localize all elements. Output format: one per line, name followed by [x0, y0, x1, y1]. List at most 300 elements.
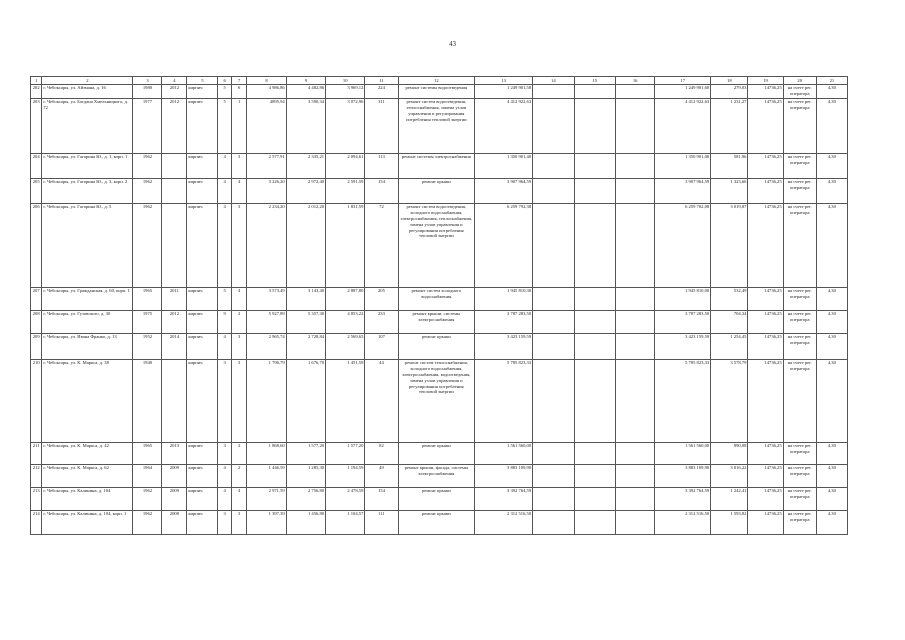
year-built-cell: 1962: [133, 154, 162, 179]
total-area-cell: 1 796,79: [247, 360, 286, 443]
cost-local-cell: [615, 99, 654, 154]
wall-material-cell: кирпич: [187, 204, 218, 288]
repair-works-cell: ремонт крыши: [398, 443, 475, 465]
wall-material-cell: кирпич: [187, 288, 218, 311]
max-cost-per-sqm-cell: 14736,25: [748, 204, 783, 288]
contribution-rate-cell: 4,30: [816, 154, 847, 179]
contribution-rate-cell: 4,30: [816, 465, 847, 488]
total-area-cell: 2 971,59: [247, 488, 286, 511]
cost-local-cell: [615, 511, 654, 535]
row-number-cell: 203: [31, 99, 42, 154]
cost-regional-cell: [574, 154, 615, 179]
residential-area-cell: 1 577,20: [286, 443, 325, 465]
fund-method-cell: на счете рег. оператора: [783, 465, 816, 488]
residential-area-cell: 2 012,20: [286, 204, 325, 288]
year-last-repair-cell: 2014: [162, 334, 187, 360]
row-number-cell: 202: [31, 85, 42, 99]
contribution-rate-cell: 4,30: [816, 179, 847, 204]
max-cost-per-sqm-cell: 14736,25: [748, 488, 783, 511]
year-built-cell: 1965: [133, 443, 162, 465]
residential-owned-area-cell: 1 831,59: [326, 204, 365, 288]
total-cost-cell: 1 249 901,58: [475, 85, 533, 99]
row-number-cell: 213: [31, 488, 42, 511]
residents-cell: 82: [365, 443, 398, 465]
column-header: 10: [326, 77, 365, 85]
fund-method-cell: на счете рег. оператора: [783, 179, 816, 204]
cost-per-sqm-cell: 1 254,45: [711, 334, 748, 360]
cost-local-cell: [615, 334, 654, 360]
year-last-repair-cell: [162, 360, 187, 443]
column-header: 7: [231, 77, 247, 85]
max-cost-per-sqm-cell: 14736,25: [748, 443, 783, 465]
contribution-rate-cell: 4,30: [816, 288, 847, 311]
contribution-rate-cell: 4,30: [816, 360, 847, 443]
address-cell: г. Чебоксары, ул. Гражданская, д. 60, корп. 1: [42, 288, 133, 311]
total-area-cell: 2 965,74: [247, 334, 286, 360]
residents-cell: 113: [365, 154, 398, 179]
total-area-cell: 2 234,20: [247, 204, 286, 288]
residents-cell: 205: [365, 288, 398, 311]
column-header: 15: [574, 77, 615, 85]
cost-federal-cell: [533, 334, 574, 360]
year-built-cell: 1962: [133, 488, 162, 511]
column-header: 2: [42, 77, 133, 85]
cost-federal-cell: [533, 154, 574, 179]
year-last-repair-cell: [162, 154, 187, 179]
year-built-cell: 1964: [133, 465, 162, 488]
repair-works-cell: ремонт системы электроснабжения: [398, 154, 475, 179]
row-number-cell: 214: [31, 511, 42, 535]
column-header: 9: [286, 77, 325, 85]
cost-regional-cell: [574, 465, 615, 488]
contribution-rate-cell: 4,30: [816, 311, 847, 334]
total-area-cell: 1 397,39: [247, 511, 286, 535]
repair-works-cell: ремонт крыши, фасада, системы электроснабжения: [398, 465, 475, 488]
cost-local-cell: [615, 288, 654, 311]
max-cost-per-sqm-cell: 14736,25: [748, 85, 783, 99]
cost-federal-cell: [533, 179, 574, 204]
row-number-cell: 209: [31, 334, 42, 360]
residential-owned-area-cell: 2 591,59: [326, 179, 365, 204]
total-cost-cell: 1 945 810,30: [475, 288, 533, 311]
repair-works-cell: ремонт системы водоотведения: [398, 85, 475, 99]
cost-owners-cell: 1 561 560,00: [655, 443, 711, 465]
entrances-cell: 3: [231, 360, 247, 443]
repair-works-cell: ремонт крыши, системы электроснабжения: [398, 311, 475, 334]
table-row: [31, 443, 848, 465]
table-row: [31, 288, 848, 311]
floors-cell: 3: [218, 443, 231, 465]
cost-per-sqm-cell: 3 016,22: [711, 465, 748, 488]
total-area-cell: 3 226,20: [247, 179, 286, 204]
column-header: 6: [218, 77, 231, 85]
entrances-cell: 3: [231, 204, 247, 288]
table-row: [31, 179, 848, 204]
entrances-cell: 3: [231, 334, 247, 360]
wall-material-cell: кирпич: [187, 334, 218, 360]
fund-method-cell: на счете рег. оператора: [783, 488, 816, 511]
total-area-cell: 1 868,60: [247, 443, 286, 465]
cost-federal-cell: [533, 488, 574, 511]
floors-cell: 5: [218, 99, 231, 154]
row-number-cell: 205: [31, 179, 42, 204]
max-cost-per-sqm-cell: 14736,25: [748, 334, 783, 360]
entrances-cell: 2: [231, 443, 247, 465]
total-cost-cell: 4 412 922,63: [475, 99, 533, 154]
residential-owned-area-cell: 2 887,80: [326, 288, 365, 311]
header-row: [31, 77, 848, 85]
table-row: [31, 99, 848, 154]
max-cost-per-sqm-cell: 14736,25: [748, 288, 783, 311]
cost-owners-cell: 3 423 159,59: [655, 334, 711, 360]
year-built-cell: 1962: [133, 204, 162, 288]
column-header: 5: [187, 77, 218, 85]
cost-local-cell: [615, 179, 654, 204]
table-row: [31, 511, 848, 535]
floors-cell: 4: [218, 488, 231, 511]
entrances-cell: 3: [231, 154, 247, 179]
repair-works-cell: ремонт крыши: [398, 511, 475, 535]
entrances-cell: 4: [231, 288, 247, 311]
cost-owners-cell: 1 945 810,00: [655, 288, 711, 311]
year-built-cell: 1962: [133, 179, 162, 204]
cost-owners-cell: 3 787 283,50: [655, 311, 711, 334]
table-row: [31, 204, 848, 288]
cost-owners-cell: 2 312 516,50: [655, 511, 711, 535]
cost-regional-cell: [574, 204, 615, 288]
cost-owners-cell: 1 350 901,00: [655, 154, 711, 179]
column-header: 18: [711, 77, 748, 85]
entrances-cell: 4: [231, 488, 247, 511]
residential-area-cell: 3 590,34: [286, 99, 325, 154]
total-cost-cell: 3 787 283,50: [475, 311, 533, 334]
cost-regional-cell: [574, 488, 615, 511]
total-area-cell: 5 927,89: [247, 311, 286, 334]
cost-per-sqm-cell: 1 231,27: [711, 99, 748, 154]
fund-method-cell: на счете рег. оператора: [783, 443, 816, 465]
table-row: [31, 360, 848, 443]
column-header: 13: [475, 77, 533, 85]
table-row: [31, 488, 848, 511]
column-header: 11: [365, 77, 398, 85]
address-cell: г. Чебоксары, ул. К. Маркса, д. 62: [42, 465, 133, 488]
residents-cell: 44: [365, 360, 398, 443]
entrances-cell: 2: [231, 311, 247, 334]
cost-owners-cell: 3 883 109,90: [655, 465, 711, 488]
year-last-repair-cell: 2009: [162, 488, 187, 511]
cost-owners-cell: 3 392 764,59: [655, 488, 711, 511]
residents-cell: 154: [365, 488, 398, 511]
floors-cell: 4: [218, 204, 231, 288]
residential-owned-area-cell: 1 577,20: [326, 443, 365, 465]
residents-cell: 107: [365, 334, 398, 360]
wall-material-cell: кирпич: [187, 488, 218, 511]
max-cost-per-sqm-cell: 14736,25: [748, 511, 783, 535]
residential-area-cell: 2 335,21: [286, 154, 325, 179]
cost-federal-cell: [533, 99, 574, 154]
address-cell: г. Чебоксары, ул. Гагарина Ю., д. 1, корп. 1: [42, 154, 133, 179]
residential-owned-area-cell: 2 094,61: [326, 154, 365, 179]
address-cell: г. Чебоксары, ул. Гагарина Ю., д. 5: [42, 204, 133, 288]
contribution-rate-cell: 4,30: [816, 204, 847, 288]
residents-cell: 49: [365, 465, 398, 488]
total-cost-cell: 6 259 792,38: [475, 204, 533, 288]
year-last-repair-cell: 2012: [162, 311, 187, 334]
entrances-cell: 4: [231, 179, 247, 204]
row-number-cell: 212: [31, 465, 42, 488]
cost-federal-cell: [533, 360, 574, 443]
residential-owned-area-cell: 2 569,65: [326, 334, 365, 360]
contribution-rate-cell: 4,30: [816, 488, 847, 511]
address-cell: г. Чебоксары, ул. Богдана Хмельницкого, д. 72: [42, 99, 133, 154]
total-cost-cell: 2 312 516,50: [475, 511, 533, 535]
contribution-rate-cell: 4,30: [816, 443, 847, 465]
total-area-cell: 1 446,59: [247, 465, 286, 488]
floors-cell: 9: [218, 311, 231, 334]
total-cost-cell: 3 907 964,59: [475, 179, 533, 204]
residential-area-cell: 1 456,80: [286, 511, 325, 535]
table-row: [31, 334, 848, 360]
cost-local-cell: [615, 360, 654, 443]
fund-method-cell: на счете рег. оператора: [783, 204, 816, 288]
fund-method-cell: на счете рег. оператора: [783, 334, 816, 360]
repair-works-cell: ремонт крыши: [398, 179, 475, 204]
cost-per-sqm-cell: 1 323,66: [711, 179, 748, 204]
fund-method-cell: на счете рег. оператора: [783, 511, 816, 535]
year-last-repair-cell: 2011: [162, 288, 187, 311]
table-row: [31, 311, 848, 334]
column-header: 12: [398, 77, 475, 85]
year-built-cell: 1975: [133, 311, 162, 334]
cost-owners-cell: 3 907 964,59: [655, 179, 711, 204]
address-cell: г. Чебоксары, ул. Калинина, д. 104, корп. 1: [42, 511, 133, 535]
year-built-cell: 1952: [133, 334, 162, 360]
residential-owned-area-cell: 4 853,22: [326, 311, 365, 334]
cost-regional-cell: [574, 334, 615, 360]
residents-cell: 154: [365, 179, 398, 204]
cost-regional-cell: [574, 311, 615, 334]
total-area-cell: 4895,94: [247, 99, 286, 154]
wall-material-cell: кирпич: [187, 311, 218, 334]
wall-material-cell: кирпич: [187, 360, 218, 443]
fund-method-cell: на счете рег. оператора: [783, 360, 816, 443]
cost-per-sqm-cell: 532,49: [711, 288, 748, 311]
floors-cell: 4: [218, 465, 231, 488]
cost-per-sqm-cell: 990,08: [711, 443, 748, 465]
residential-area-cell: 3 143,40: [286, 288, 325, 311]
cost-per-sqm-cell: 1 242,41: [711, 488, 748, 511]
floors-cell: 5: [218, 288, 231, 311]
entrances-cell: 2: [231, 465, 247, 488]
cost-owners-cell: 5 785 823,33: [655, 360, 711, 443]
floors-cell: 4: [218, 334, 231, 360]
residential-area-cell: 2 728,84: [286, 334, 325, 360]
cost-per-sqm-cell: 3 578,79: [711, 360, 748, 443]
contribution-rate-cell: 4,30: [816, 99, 847, 154]
entrances-cell: 6: [231, 85, 247, 99]
total-area-cell: 2 577,91: [247, 154, 286, 179]
cost-local-cell: [615, 465, 654, 488]
residential-owned-area-cell: 2 478,59: [326, 488, 365, 511]
address-cell: г. Чебоксары, ул. Гузовского, д. 30: [42, 311, 133, 334]
fund-method-cell: на счете рег. оператора: [783, 154, 816, 179]
residential-owned-area-cell: 1 194,59: [326, 465, 365, 488]
repair-works-cell: ремонт систем водоотведения, теплоснабжения, замена узлов управления и регулирования потребления тепловой энергии: [398, 99, 475, 154]
contribution-rate-cell: 4,30: [816, 511, 847, 535]
residents-cell: 72: [365, 204, 398, 288]
contribution-rate-cell: 4,30: [816, 85, 847, 99]
row-number-cell: 211: [31, 443, 42, 465]
cost-regional-cell: [574, 511, 615, 535]
cost-regional-cell: [574, 443, 615, 465]
cost-per-sqm-cell: 581,96: [711, 154, 748, 179]
cost-per-sqm-cell: 279,03: [711, 85, 748, 99]
address-cell: г. Чебоксары, ул. Айзмана, д. 16: [42, 85, 133, 99]
column-header: 17: [655, 77, 711, 85]
residents-cell: 224: [365, 85, 398, 99]
cost-owners-cell: 1 249 901,60: [655, 85, 711, 99]
entrances-cell: 3: [231, 511, 247, 535]
residential-area-cell: 5 357,30: [286, 311, 325, 334]
address-cell: г. Чебоксары, ул. К. Маркса, д. 42: [42, 443, 133, 465]
year-last-repair-cell: 2009: [162, 465, 187, 488]
fund-method-cell: на счете рег. оператора: [783, 99, 816, 154]
cost-local-cell: [615, 154, 654, 179]
wall-material-cell: кирпич: [187, 511, 218, 535]
cost-federal-cell: [533, 311, 574, 334]
floors-cell: 5: [218, 85, 231, 99]
max-cost-per-sqm-cell: 14736,25: [748, 154, 783, 179]
column-header: 8: [247, 77, 286, 85]
max-cost-per-sqm-cell: 14736,25: [748, 465, 783, 488]
cost-owners-cell: 4 412 922,63: [655, 99, 711, 154]
table-row: [31, 154, 848, 179]
cost-federal-cell: [533, 288, 574, 311]
year-last-repair-cell: 2008: [162, 511, 187, 535]
entrances-cell: 1: [231, 99, 247, 154]
cost-local-cell: [615, 488, 654, 511]
year-built-cell: 1965: [133, 288, 162, 311]
column-header: 4: [162, 77, 187, 85]
column-header: 16: [615, 77, 654, 85]
residential-owned-area-cell: 3 072,96: [326, 99, 365, 154]
residential-area-cell: 4 482,86: [286, 85, 325, 99]
total-cost-cell: 1 350 901,40: [475, 154, 533, 179]
column-header: 20: [783, 77, 816, 85]
column-header: 21: [816, 77, 847, 85]
total-area-cell: 3 573,49: [247, 288, 286, 311]
cost-per-sqm-cell: 704,34: [711, 311, 748, 334]
cost-local-cell: [615, 311, 654, 334]
capital-repair-table: [30, 76, 848, 535]
total-cost-cell: 5 785 823,33: [475, 360, 533, 443]
residential-area-cell: 2 756,80: [286, 488, 325, 511]
residential-area-cell: 2 972,40: [286, 179, 325, 204]
wall-material-cell: кирпич: [187, 154, 218, 179]
fund-method-cell: на счете рег. оператора: [783, 311, 816, 334]
row-number-cell: 206: [31, 204, 42, 288]
year-built-cell: 1980: [133, 85, 162, 99]
total-cost-cell: 1 561 560,00: [475, 443, 533, 465]
cost-regional-cell: [574, 179, 615, 204]
column-header: 3: [133, 77, 162, 85]
cost-federal-cell: [533, 85, 574, 99]
residential-area-cell: 1 676,70: [286, 360, 325, 443]
fund-method-cell: на счете рег. оператора: [783, 288, 816, 311]
year-last-repair-cell: 2012: [162, 85, 187, 99]
repair-works-cell: ремонт систем холодного водоснабжения: [398, 288, 475, 311]
row-number-cell: 204: [31, 154, 42, 179]
row-number-cell: 208: [31, 311, 42, 334]
cost-federal-cell: [533, 204, 574, 288]
residents-cell: 233: [365, 311, 398, 334]
cost-per-sqm-cell: 3 019,87: [711, 204, 748, 288]
year-built-cell: 1962: [133, 511, 162, 535]
cost-federal-cell: [533, 443, 574, 465]
year-last-repair-cell: [162, 179, 187, 204]
page-number: 43: [449, 40, 456, 48]
wall-material-cell: кирпич: [187, 465, 218, 488]
wall-material-cell: кирпич: [187, 99, 218, 154]
repair-works-cell: ремонт систем водоотведения, холодного водоснабжения, электроснабжения, теплоснабжения, замена узлов управления и регулирования потребления тепловой энергии: [398, 204, 475, 288]
address-cell: г. Чебоксары, ул. К. Маркса, д. 38: [42, 360, 133, 443]
residential-area-cell: 1 285,30: [286, 465, 325, 488]
column-header: 14: [533, 77, 574, 85]
floors-cell: 3: [218, 511, 231, 535]
column-header: 1: [31, 77, 42, 85]
residents-cell: 111: [365, 511, 398, 535]
column-header: 19: [748, 77, 783, 85]
cost-per-sqm-cell: 1 593,82: [711, 511, 748, 535]
year-built-cell: 1940: [133, 360, 162, 443]
max-cost-per-sqm-cell: 14736,25: [748, 179, 783, 204]
cost-owners-cell: 6 259 702,08: [655, 204, 711, 288]
cost-regional-cell: [574, 85, 615, 99]
floors-cell: 3: [218, 360, 231, 443]
wall-material-cell: кирпич: [187, 85, 218, 99]
row-number-cell: 210: [31, 360, 42, 443]
wall-material-cell: кирпич: [187, 443, 218, 465]
address-cell: г. Чебоксары, ул. Калинина, д. 104: [42, 488, 133, 511]
contribution-rate-cell: 4,30: [816, 334, 847, 360]
cost-local-cell: [615, 85, 654, 99]
wall-material-cell: кирпич: [187, 179, 218, 204]
cost-regional-cell: [574, 360, 615, 443]
floors-cell: 4: [218, 179, 231, 204]
total-area-cell: 4 986,86: [247, 85, 286, 99]
residential-owned-area-cell: 1 451,59: [326, 360, 365, 443]
repair-works-cell: ремонт крыши: [398, 334, 475, 360]
year-last-repair-cell: 2012: [162, 99, 187, 154]
fund-method-cell: на счете рег. оператора: [783, 85, 816, 99]
residents-cell: 311: [365, 99, 398, 154]
year-last-repair-cell: [162, 204, 187, 288]
max-cost-per-sqm-cell: 14736,25: [748, 311, 783, 334]
table-row: [31, 85, 848, 99]
residential-owned-area-cell: 3 969,12: [326, 85, 365, 99]
total-cost-cell: 3 883 109,90: [475, 465, 533, 488]
cost-regional-cell: [574, 99, 615, 154]
table-row: [31, 465, 848, 488]
address-cell: г. Чебоксары, ул. Ивана Франко, д. 13: [42, 334, 133, 360]
cost-regional-cell: [574, 288, 615, 311]
floors-cell: 4: [218, 154, 231, 179]
row-number-cell: 207: [31, 288, 42, 311]
total-cost-cell: 3 392 764,59: [475, 488, 533, 511]
year-built-cell: 1977: [133, 99, 162, 154]
max-cost-per-sqm-cell: 14736,25: [748, 99, 783, 154]
cost-local-cell: [615, 443, 654, 465]
